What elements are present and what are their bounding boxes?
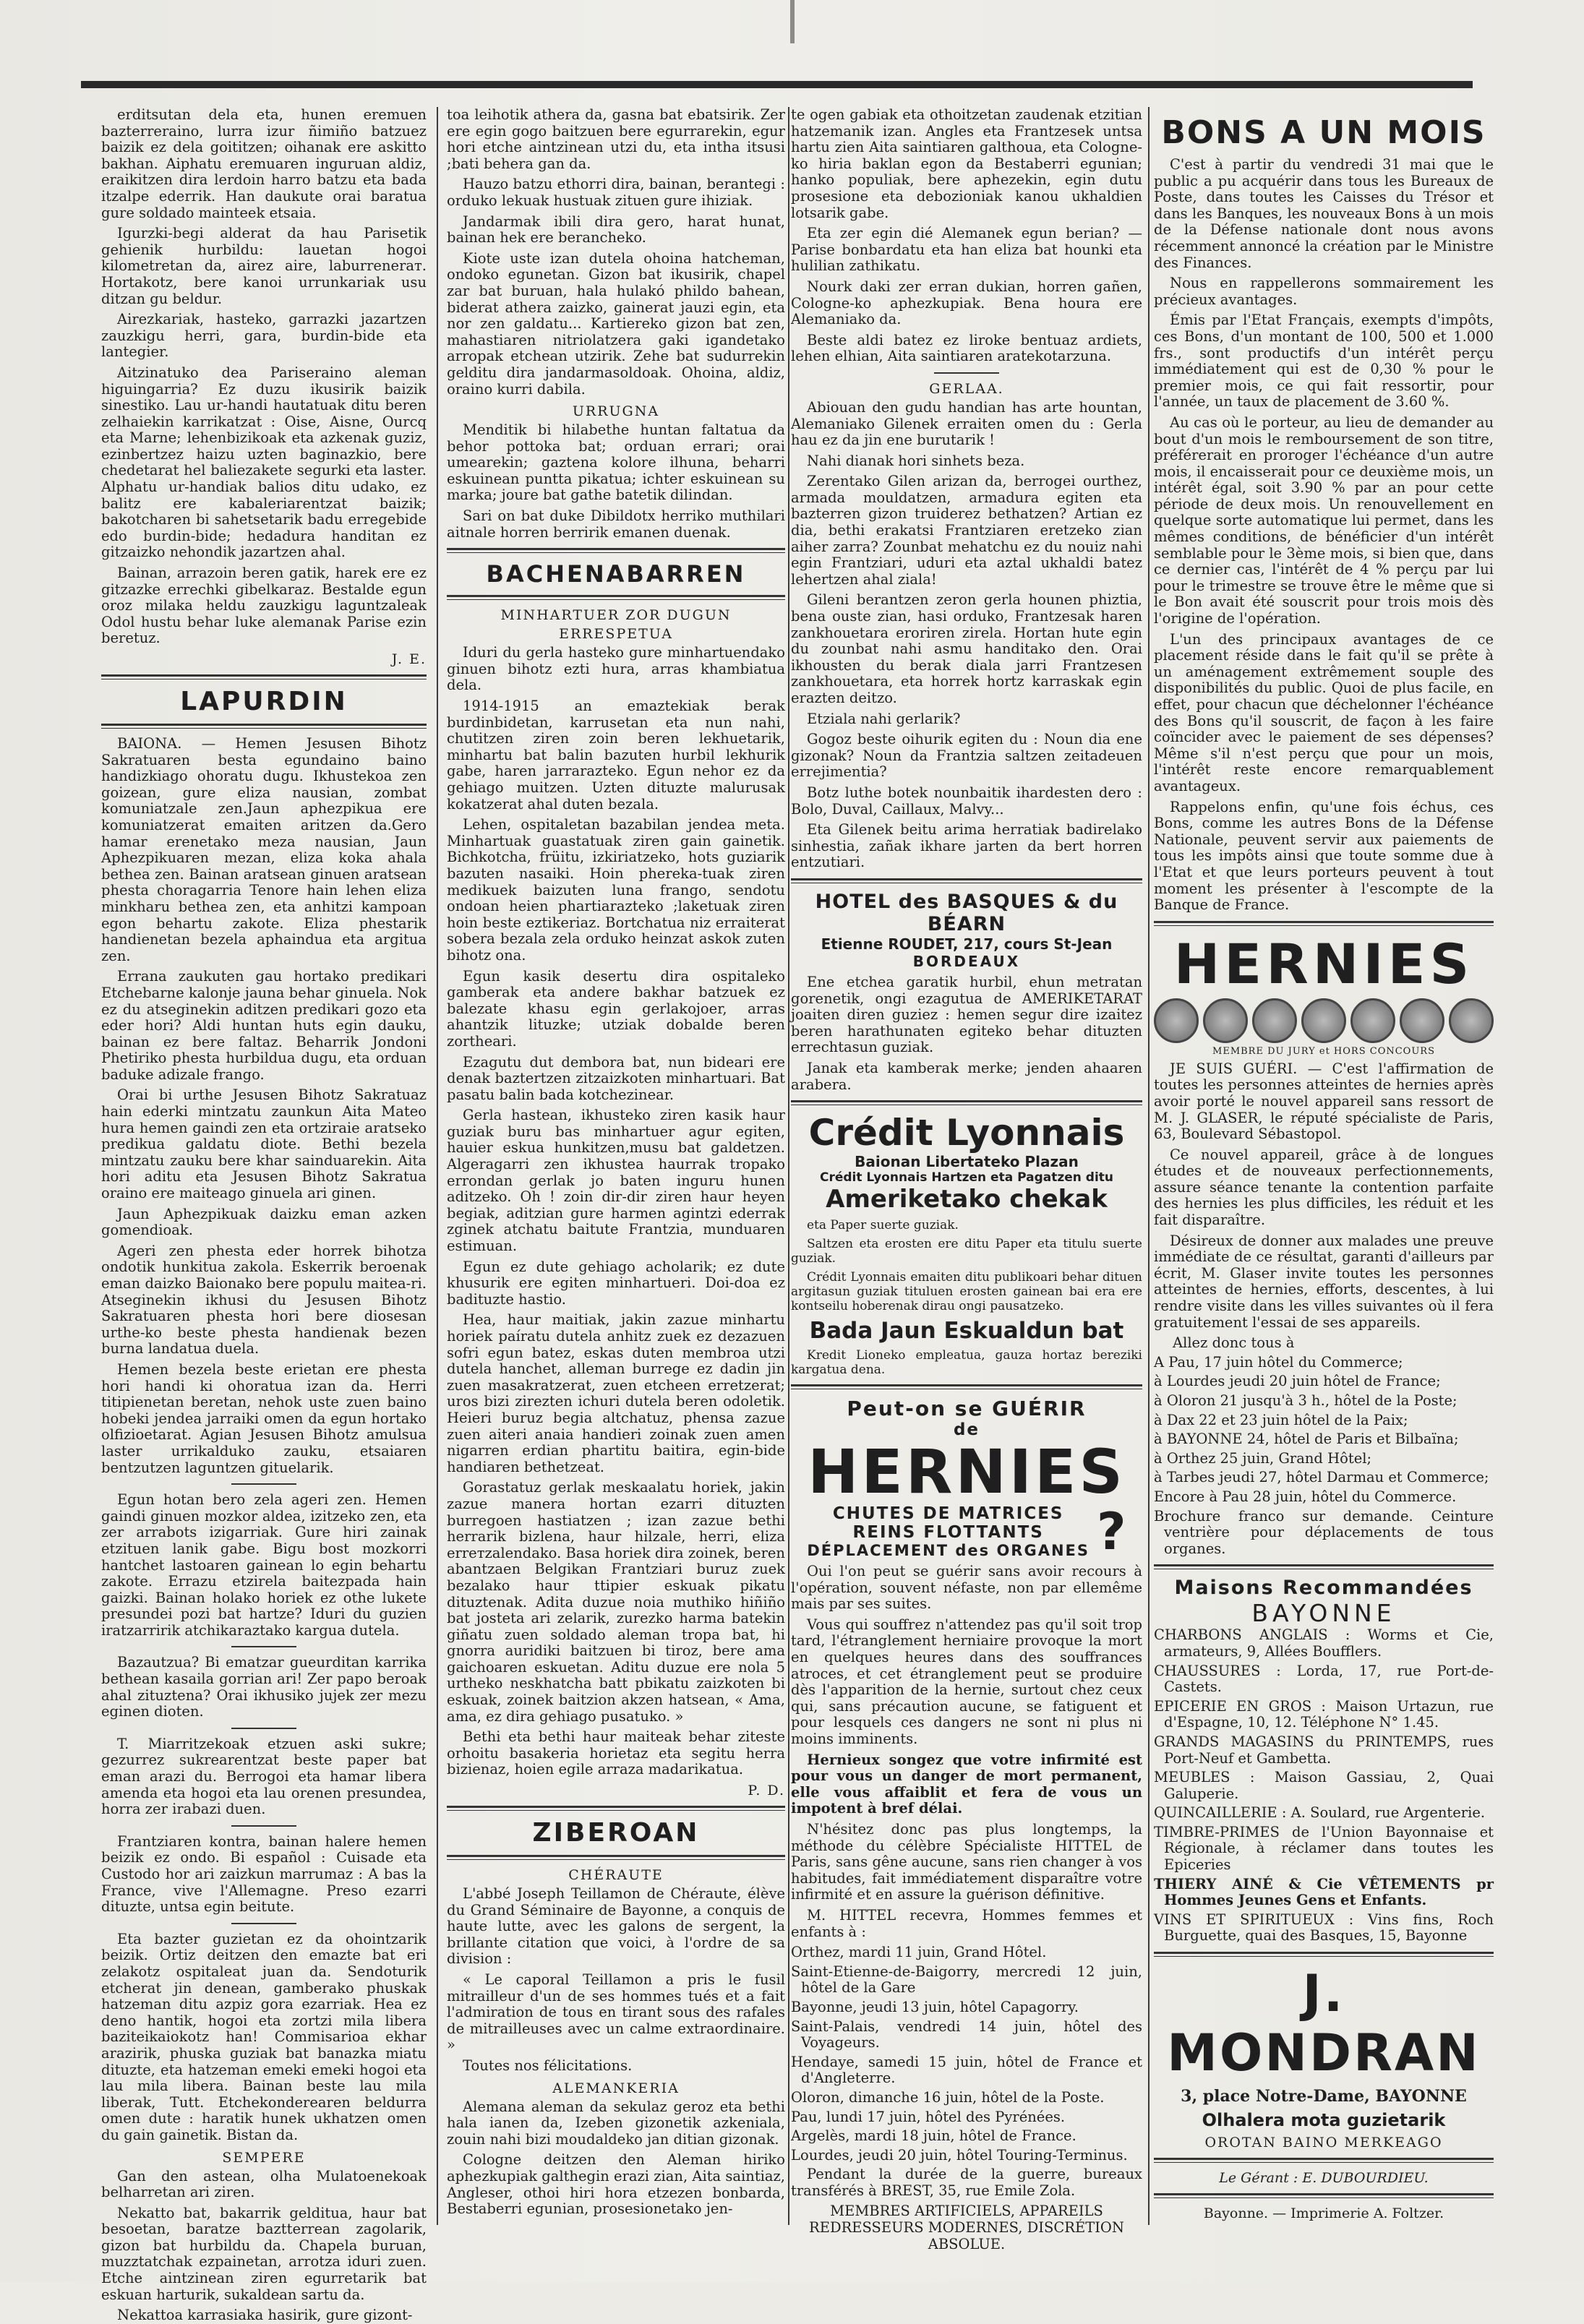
medal-icon — [1203, 998, 1248, 1043]
paragraph: Hernieux songez que votre infirmité est pour vous un danger de mort permanent, elle vous affaiblit et fera de vous un impotent à bref délai. — [791, 1751, 1142, 1817]
separator — [447, 1806, 785, 1811]
separator — [791, 1384, 1142, 1389]
column-1 — [101, 106, 427, 2324]
hotel-city: BORDEAUX — [912, 952, 1021, 970]
separator — [1154, 1564, 1494, 1569]
paragraph: Bazautzua? Bi ematzar gueurditan karrika bethean kasaila gorrian ari! Zer papo beroak ahal zituztena? Orai ikhusiko jujek zer mezu eginen dioten. — [101, 1654, 427, 1720]
paragraph: Egun hotan bero zela ageri zen. Hemen gaindi ginuen mozkor aldea, izitzeko zen, eta zer arrabots izigarriak. Gure hiri zainak etzituen lanik gabe. Bigu bost mozkorri hantchet lastoaren gainean lo egin behartu zakote. Errazu etzirela baitezpada hain gaizki. Bainan holako horiek ez othe lukete presundei pozi bat hartze? Iduri du guzien iratzarririk atchikaraztako kargua dutela. — [101, 1491, 427, 1639]
separator — [1154, 2193, 1494, 2198]
credit-sub: Baionan Libertateko Plazan — [855, 1153, 1079, 1171]
paragraph: Bainan, arrazoin beren gatik, harek ere ez gitzazke errechki gibelkaraz. Bestalde egun oroz milaka heldu zauzkigu laguntzaleak Odol hustu behar luke alemanak Parise ezin beretuz. — [101, 565, 427, 647]
ad-hotel — [791, 891, 1142, 970]
paragraph: Janak eta kamberak merke; jenden ahaaren arabera. — [791, 1059, 1142, 1093]
list-item: Orthez, mardi 11 juin, Grand Hôtel. — [791, 1944, 1047, 1961]
ad-hernies-hittel — [791, 1397, 1142, 1562]
list-item: Bayonne, jeudi 13 juin, hôtel Capagorry. — [791, 1998, 1079, 2015]
hotel-owner: Etienne ROUDET, 217, cours St-Jean — [821, 935, 1113, 953]
separator — [791, 878, 1142, 883]
mondran-line1: Olhalera mota guzietarik — [1202, 2110, 1446, 2131]
paragraph: C'est à partir du vendredi 31 mai que le public a pu acquérir dans tous les Bureaux de Poste, dans toutes les Caisses du Trésor et dans les Banques, les nouveaux Bons à un mois de la Défense nationale dont nous avons récemment annoncé la création par le Ministre des Finances. — [1154, 156, 1494, 271]
paragraph: Nourk daki zer erran dukian, horren gañen, Cologne-ko aphezkupiak. Bena houra ere Alemaniako da. — [791, 278, 1142, 328]
paragraph: N'hésitez donc pas plus longtemps, la méthode du célèbre Spécialiste HITTEL de Paris, sans gêne aucune, sans rien changer à vos habitudes, fait immédiatement disparaître votre infirmité et en assure la guérison définitive. — [791, 1821, 1142, 1903]
fold-mark — [790, 0, 795, 43]
short-rule — [231, 1646, 296, 1647]
hernies-title: HERNIES — [1173, 931, 1474, 996]
list-item: Lourdes, jeudi 20 juin, hôtel Touring-Terminus. — [791, 2146, 1128, 2164]
paragraph: Sari on bat duke Dibildotx herriko muthilari aitnale horren berririk emanen duenak. — [447, 507, 785, 541]
section-title-lapurdin: LAPURDIN — [180, 687, 348, 716]
list-item: Hendaye, samedi 15 juin, hôtel de France et d'Angleterre. — [791, 2053, 1142, 2087]
subhead-alemankeria: ALEMANKERIA — [552, 2080, 680, 2096]
credit-line: Crédit Lyonnais Hartzen eta Pagatzen ditu — [819, 1170, 1114, 1185]
paragraph: Crédit Lyonnais emaiten ditu publikoari behar dituen argitasun guziak tituluen erosten gainean bai era ere kontseilu hoberenak dirau ongi pausatzeko. — [791, 1270, 1142, 1314]
paragraph: Iduri du gerla hasteko gure minhartuendako ginuen bihotz ezti hura, arras khambiatua dela. — [447, 644, 785, 694]
peut-de: de — [953, 1420, 980, 1440]
reins: REINS FLOTTANTS — [852, 1523, 1044, 1543]
separator — [1154, 2158, 1494, 2163]
medal-icon — [1301, 998, 1346, 1043]
paragraph: MEMBRES ARTIFICIELS, APPAREILS REDRESSEURS MODERNES, DISCRÉTION ABSOLUE. — [809, 2203, 1124, 2252]
paragraph: Aitzinatuko dea Pariseraino aleman higuingarria? Ez duzu ikusirik baizik sinestiko. Lau ur-handi hautatuak ditu beren zelhaiekin karrikatzat : Oise, Aisne, Ourcq eta Marne; lehenbizikoak eta azkenak guziz, ezinbertzez haizu uzten baginazkio, bere chedetarat hel baliezakete segurki eta laster. Alphatu ur-handiak balios ditu udako, ez balitz ere kabaleriarentzat baizik; bakotcharen bi sahetsetarik badu erregebide edo burdin-bide; hedadura handitan ez gitzaizko nehondik jazartzen ahal. — [101, 364, 427, 561]
paragraph: erditsutan dela eta, hunen eremuen bazterreraino, lurra izur ñimiño batzuez baizik ez dela goititzen; oihanak ere askitto bakhan. Aiphatu eremuaren inguruan aldiz, eraikitzen dira lerdoin harro batzu eta bada itzalpe ederrik. Han daukute orai baratua gure soldado mainteek etsaia. — [101, 106, 427, 221]
subhead-gerlaa: GERLAA. — [929, 380, 1004, 397]
ad-credit-lyonnais — [791, 1112, 1142, 1214]
list-item: à Dax 22 et 23 juin hôtel de la Paix; — [1154, 1411, 1408, 1428]
paragraph: Toutes nos félicitations. — [463, 2057, 633, 2074]
paragraph: « Le caporal Teillamon a pris le fusil mitrailleur d'un de ses hommes tués et a fait l'admiration de tous en tirant sous des rafales de mitrailleuses avec un calme extraordinaire. » — [447, 1971, 785, 2054]
list-item: Brochure franco sur demande. Ceinture ventrière pour déplacements de tous organes. — [1154, 1507, 1494, 1557]
list-item: Pau, lundi 17 juin, hôtel des Pyrénées. — [791, 2108, 1066, 2125]
deplacement: DÉPLACEMENT des ORGANES — [807, 1542, 1090, 1560]
paragraph: Gogoz beste oihurik egiten du : Noun dia ene gizonak? Noun da Frantzia saltzen zeitadeuen errejimentia? — [791, 731, 1142, 781]
paragraph: Gan den astean, olha Mulatoenekoak belharretan ari ziren. — [101, 2167, 427, 2201]
column-rule-2 — [788, 107, 789, 2225]
bons-title: BONS A UN MOIS — [1161, 114, 1486, 151]
signature: J. E. — [391, 651, 427, 667]
paragraph: Nekatto bat, bakarrik gelditua, haur bat besoetan, baratze baztterrean zagolarik, gizon bat hurbildu da. Chapela buruan, muzztatchak ezpainetan, arrotza iduri zuen. Etche aintzinean ziren egurretarik bat eskuan harturik, sukaldean sartu da. — [101, 2204, 427, 2303]
paragraph: Gileni berantzen zeron gerla hounen phiztia, bena ouste zian, hasi orduko, Frantzesak haren zankhouetara eroriren zirela. Hortan hute egin du zounbat nahi asmu handitako den. Orai ikhousten du berak diala jarri Frantzesen zankhouetara, eta horrek hortz karraskak egin erazten deitzo. — [791, 591, 1142, 706]
paragraph: Lehen, ospitaletan bazabilan jendea meta. Minhartuak guastatuak ziren gain gainetik. Bichkotcha, früitu, izkiriatzeko, hots guziarik bazuten nasaiki. Hoin phereka-tuak ziren medikuek baizuten luna frango, sendotu ondoan heien phartiaraztеko ;laketuak ziren hoin beste eztikeriaz. Bortchatua niz erraiterat sobera bezala zela orduko heinzat askok zuten bihotz ona. — [447, 816, 785, 964]
ad-hernies-glaser — [1154, 933, 1494, 1057]
medal-icon — [1252, 998, 1297, 1043]
list-item: à Lourdes jeudi 20 juin hôtel de France; — [1154, 1373, 1441, 1390]
paragraph: toa leihotik athera da, gasna bat ebatsirik. Zer ere egin gogo baitzuen bere egurrarekin, egur hori etche aintzinean utzi du, eta intha itsusi ;bati behera gan da. — [447, 106, 785, 172]
paragraph: Jandarmak ibili dira gero, harat hunat, bainan hek ere berancheko. — [447, 213, 785, 246]
paragraph: Frantziaren kontra, bainan halere hemen beizik ez ondo. Bi español : Cuisade eta Custodo hor ari zaizkun marrumaz : A bas la France, vive l'Allemagne. Preso ezarri dituzte, untsa egin beitute. — [101, 1832, 427, 1916]
list-item: à Tarbes jeudi 27, hôtel Darmau et Commerce; — [1154, 1469, 1489, 1486]
medal-icon — [1449, 998, 1494, 1043]
medals-caption: MEMBRE DU JURY et HORS CONCOURS — [1212, 1045, 1435, 1057]
list-item: à Oloron 21 jusqu'à 3 h., hôtel de la Poste; — [1154, 1392, 1457, 1409]
paragraph: Etziala nahi gerlarik? — [807, 710, 961, 727]
mondran-title: J. MONDRAN — [1167, 1964, 1481, 2083]
separator — [101, 724, 427, 729]
paragraph: Gorastatuz gerlak meskaalatu horiek, jakin zazue manera hortan ezarri dituzten burregoen hastiatzen ; izan zazue bethi herrarik bizlena, haur hilzale, herri, eliza errетzalendako. Basa horiek dira zoinek, beren abantzaen Belgikan Frantziari buruz zuek bezalako haur ttipier eskuak pikatu dituztenak. Adita duzue noia muthiko hiñiño bat josteta ari zelarik, zurezko harma batekin giñatu zuen soldado aleman tropa bat, hi gnorra auridiki baitzuen bi tiroz, bere ama gaichoaren eskuetan. Aditu duzue ere nola 5 urtheko neskhatcha batt pbikatu zaizkoten bi eskuak, zoinek baitzion akzen hatsean, « Ama, ama, ez dira gehiago pusatuko. » — [447, 1479, 785, 1725]
separator — [101, 674, 427, 679]
mondran-address: 3, place Notre-Dame, BAYONNE — [1181, 2087, 1467, 2106]
column-4 — [1154, 107, 1494, 2247]
paragraph: Airezkariak, hasteko, garrazki jazartzen zauzkigu herri, gara, burdin-bide eta lantegier. — [101, 311, 427, 361]
bada-line: Bada Jaun Eskualdun bat — [809, 1318, 1124, 1345]
section-title-bachenabarren: BACHENABARREN — [486, 560, 746, 588]
separator — [447, 548, 785, 553]
separator — [447, 595, 785, 600]
paragraph: Kiote uste izan dutela ohoina hatcheman, ondoko egunetan. Gizon bat ikusirik, chapel zar bat buruan, hala hulakó phildo bahean, biderat athera zaizko, gainerat jauzi egin, eta nor zen galdatu... Kartiereko gizon bat zen, mahastiaren nitriolatzera gaki igandetako arropak etchean utzirik. Zehe bat sudurrekin gelditu dira jandarmasoldoak. Ohoina, aldiz, oraino kurri dabila. — [447, 249, 785, 398]
paragraph: L'un des principaux avantages de ce placement réside dans le fait qu'il se prête à un aménagement extrêmement souple des disponibilités du public. Quoi de plus facile, en effet, pour chacun que déchelonner l'échéance des Bons qu'il souscrit, de façon à les faire coïncider avec le paiement de ses dépenses? Même s'il n'est perçu que pour un mois, l'intérêt reste encore remarquablement avantageux. — [1154, 630, 1494, 794]
separator — [447, 1855, 785, 1860]
bayonne-title: BAYONNE — [1251, 1599, 1396, 1628]
paragraph: Émis par l'Etat Français, exempts d'impôts, ces Bons, d'un montant de 100, 500 et 1.000 frs., sont productifs d'un intérêt perçu immédiatement qui est de 0,30 % pour le premier mois, ce qui fait ressortir, pour l'année, un taux de placement de 3.60 %. — [1154, 312, 1494, 411]
question-mark: ? — [1097, 1502, 1126, 1562]
imprimerie: Bayonne. — Imprimerie A. Foltzer. — [1203, 2205, 1444, 2222]
paragraph: Kredit Lioneko emplеatua, gauza hortaz bereziki kargatua dena. — [791, 1348, 1142, 1378]
paragraph: 1914-1915 an emaztekiak berak burdinbidetan, karrusetan eta nun nahi, chutitzen ziren zoin beren lekhuetarik, minhartu bat balin bazuten hurbil lekhurik gabe, haren jarraraztеko. Egun nehor ez da gehiago muitzen. Uzten dituzte malurusak kokatzerat ahal duten bezala. — [447, 698, 785, 812]
mondran-line2: OROTAN BAINO MERKEAGO — [1204, 2135, 1443, 2151]
paragraph: te ogen gabiak eta othoitzetan zaudenak etzitian hatzemanik izan. Angles eta Frantzesek untsa hartu zien Aita saintiaren galthoua, eta Cologne-ko hiria baklan egon da Bestaberri egunian; hanko populiak, bere aphezekin, egin dutu prosesione eta debozioniak kanou ukhaldien lotsarik gabe. — [791, 106, 1142, 221]
paragraph: Hauzo batzu ethorri dira, bainan, berantegi : orduko lekuak hustuak zituen gure ihiziak. — [447, 176, 785, 209]
paragraph: L'abbé Joseph Teillamon de Chéraute, élève du Grand Séminaire de Bayonne, a conquis de haute lutte, avec les galons de sergent, la brillante citation que voici, à l'ordre de sa division : — [447, 1885, 785, 1968]
list-item: GRANDS MAGASINS du PRINTEMPS, rues Port-Neuf et Gambetta. — [1154, 1733, 1494, 1767]
list-item: Oloron, dimanche 16 juin, hôtel de la Poste. — [791, 2088, 1105, 2106]
short-rule — [231, 1483, 296, 1485]
paragraph: Alemana aleman da sekulaz geroz eta bethi hala ianen da, Izeben gizonetik azkeniala, zouin nahi bizi moudaldeko jan ditian gizonak. — [447, 2098, 785, 2148]
separator — [1154, 921, 1494, 926]
separator — [791, 1100, 1142, 1105]
paragraph: Nahi dianak hori sinhets beza. — [807, 452, 1025, 469]
paragraph: Eta bazter guzietan ez da ohointzarik beizik. Ortiz deitzen den emazte bat eri zelakotz ospitaleat juan da. Sendoturik etcherat jin denean, gamberako phuskak hatzeman ditu azpiz gora ezarriak. Hea ez deno hantik, hogoi eta zortzi mila libera baziteikaiokotz han! Commisarioa ekhar arazirik, phuska guziak bat banazka miatu dituzte, eta hatzeman emeki emeki hogoi eta lau mila libera. Bainan beste lau mila liberak, Tutt. Etchekonderearen beldurra omen dute : haratik hunek ukhatzen omen du gain gainetik. Bistan da. — [101, 1930, 427, 2143]
paragraph: Cologne deitzen den Aleman hiriko aphezkupiak galthegin erazi zian, Aita saintiaz, Angleser, othoi hiri hora etzezen bonbardа, Bestaberri egunian, prosesionetako jen- — [447, 2151, 785, 2218]
paragraph: Ezagutu dut dembora bat, nun bideari ere denak baztertzen zitzaizkoten minhartuari. Bat pasatu balin bada kotchezinear. — [447, 1053, 785, 1103]
short-rule — [231, 1923, 296, 1924]
ad-bada — [791, 1318, 1142, 1344]
paragraph: Beste aldi batez ez liroke bentuaz ardiets, lehen elhian, Aita saintiaren aratekotarzuna. — [791, 331, 1142, 365]
paragraph: Errana zaukuten gau hortako predikari Etchebarne kalonje jauna behar ginuela. Nok ez du atseginekin aditzen predikari gozo eta eder hori? Aldi huntan huts egin dauku, bainan ez bere faltaz. Beharrik Jondoni Phetiriko phesta hurbildua dugu, eta orduan baduke adizale frango. — [101, 968, 427, 1083]
gerant: Le Gérant : E. DUBOURDIEU. — [1219, 2170, 1429, 2187]
paragraph: Ce nouvel appareil, grâce à de longues études et de nouveaux perfectionnements, assure séance tenante la contention parfaite des hernies les plus difficiles, les réduit et les fait disparaître. — [1154, 1146, 1494, 1229]
list-item: QUINCAILLERIE : A. Soulard, rue Argenterie. — [1154, 1804, 1486, 1822]
paragraph: Nekattoa karrasiaka hasirik, gure gizont- — [117, 2307, 413, 2324]
section-title-ziberoan: ZIBEROAN — [532, 1818, 700, 1848]
subhead-sempere: SEMPERE — [222, 2149, 306, 2166]
list-item: Saint-Etienne-de-Baigorry, mercredi 12 juin, hôtel de la Gare — [791, 1963, 1142, 1997]
paragraph: Désireux de donner aux malades une preuve immédiate de ce résultat, garanti d'ailleurs par écrit, M. Glaser invite toutes les personnes atteintes de hernies, efforts, descentes, à lui rendre visite dans les villes suivantes où il fera gratuitement l'essai de ses appareils. — [1154, 1232, 1494, 1331]
list-item: A Pau, 17 juin hôtel du Commerce; — [1154, 1353, 1403, 1371]
list-item: MEUBLES : Maison Gassiau, 2, Quai Galuperie. — [1154, 1769, 1494, 1802]
short-rule — [231, 1728, 296, 1729]
list-item: Argelès, mardi 18 juin, hôtel de France. — [791, 2127, 1076, 2145]
paragraph: Egun ez dute gehiago acholarik; ez dute khusurik ere egiten minhartueri. Doi-doa ez badituzte hastio. — [447, 1258, 785, 1308]
paragraph: Egun kasik desertu dira ospitaleko gamberak eta andere bakhar batzuek ez balezate khasu egin gerlakojoer, arras ahantzik lituzke; utziak dobalde beren zortheari. — [447, 967, 785, 1050]
list-item: à Orthez 25 juin, Grand Hôtel; — [1154, 1449, 1372, 1467]
hernies-sub — [791, 1502, 1142, 1562]
peut-line: Peut-on se GUÉRIR — [847, 1397, 1087, 1421]
hernies-title: HERNIES — [808, 1436, 1126, 1508]
paragraph: Ageri zen phesta eder horrek bihotza ondotik hunkitua zakola. Eskerrik beroenak eman daizko Baionako bere populu maitea-ri. Atseginekin ikhusi du Jesusen Bihotz Sakratuaren phesta hori bere diosesan urthe-ko beste phesta handienak bezen burna landatua duela. — [101, 1242, 427, 1358]
separator — [1154, 1952, 1494, 1957]
paragraph: Saltzen eta erosten ere ditu Paper eta titulu suerte guziak. — [791, 1237, 1142, 1266]
list-item: VINS ET SPIRITUEUX : Vins fins, Roch Burguette, quai des Basques, 15, Bayonne — [1154, 1911, 1494, 1944]
article-title: MINHARTUER ZOR DUGUN — [500, 607, 732, 624]
paragraph: Orai bi urthe Jesusen Bihotz Sakratuaz hain ederki mintzatu zaunkun Aita Mateo hura hemen gaindi zen eta ortziraie aratseko predikua galdatu diote. Bethi bezela mintzatu zauku bere khar sainduarekin. Aita hori aditu eta Jesusen Bihotz Sakratua oraino ere maiteago ginuela ari ginen. — [101, 1086, 427, 1202]
paragraph: Botz luthe botek nounbaitik ihardesten dero : Bolo, Duval, Caillaux, Malvy... — [791, 784, 1142, 818]
paragraph: Nous en rappellerons sommairement les précieux avantages. — [1154, 275, 1494, 308]
medal-icon — [1154, 998, 1199, 1043]
list-item: TIMBRE-PRIMES de l'Union Bayonnaise et Régionale, à réclamer dans toutes les Epiceries — [1154, 1823, 1494, 1874]
paragraph: JE SUIS GUÉRI. — C'est l'affirmation de toutes les personnes atteintes de hernies après avoir porté le nouvel appareil sans ressort de M. J. GLASER, le réputé spécialiste de Paris, 63, Boulevard Sébastopol. — [1154, 1060, 1494, 1143]
column-rule-3 — [1148, 107, 1150, 2225]
list-item: Allez donc tous à — [1173, 1334, 1295, 1352]
paragraph: Hea, haur maitiak, jakin zazue minhartu horiek paíratu dutela anhitz zuek ez dezazuen sofri egun batez, eskas duten membroa utzi dutela hanchet, alleman burrege ez dadin jin zuen masakratzerat, zuen etcheen erretzerat; uros bizi zirezten ichuri dutela beren odoletik. Heieri buruz begia altchatuz, phensa zazue zuen aiteri anaia handieri zoinak zuen amen nigarren erdian phartitu baitira, egin-bide handiaren bethetzeat. — [447, 1311, 785, 1475]
paragraph: Hemen bezela beste erietan ere phesta hori handi ki ohoratua izan da. Herri titipienetan beretan, nehok uste zuen baino hobeki jendea jarraiki omen da egun hortako olfizioetarat. Agian Jesusen Bihotz amulsua laster urrikalduko zauku, etsaiaren bentzutzen laguntzen gituelarik. — [101, 1360, 427, 1476]
subhead-cheraute: CHÉRAUTE — [568, 1867, 664, 1884]
list-item: CHARBONS ANGLAIS : Worms et Cie, armateurs, 9, Allées Boufflers. — [1154, 1626, 1494, 1660]
signature: P. D. — [748, 1783, 785, 1799]
credit-title: Crédit Lyonnais — [808, 1112, 1125, 1154]
paragraph: Eta Gilenek beitu arima herratiak badirelako sinhestia, zañak ikhare jarten da bert horren entzutiari. — [791, 821, 1142, 871]
paragraph: eta Paper suerte guziak. — [807, 1218, 959, 1233]
paragraph: Rappelons enfin, qu'une fois échus, ces Bons, comme les autres Bons de la Défense Nationale, peuvent servir aux paiements de tous les impôts ainsi que toute somme due à l'Etat et que leurs porteurs peuvent à tout moment les présenter à l'escompte de la Banque de France. — [1154, 798, 1494, 914]
paragraph: Igurzki-begi alderat da hau Parisetik gehienik hurbildu: lauetan hogoi kilometretan da, airez aire, laburreneraт. Hortakotz, bere kanoi urrunkariak usu ditzan gu beldur. — [101, 225, 427, 307]
paragraph: Eta zer egin dié Alemanek egun berian? — Parise bonbardatu eta han eliza bat hounki eta hulilian zathikatu. — [791, 225, 1142, 275]
subhead-urrugna: URRUGNA — [572, 403, 660, 420]
paragraph: BAIONA. — Hemen Jesusen Bihotz Sakratuaren besta egundaino baino handizkiago ohoratu dugu. Ikhustekoa zen goizean, gure eliza nausian, zombat komuniatzale zen.Jaun aphezpikua ere komuniatzerat emaiten aritzen da.Gero hamar erenetako meza nausian, Jaun Aphezpikuaren mezan, eliza koka ahala bethea zen. Bainan aratsean ginuen aratsean phesta choragarria Tenore hain lehen eliza minkharu bethea zen, eta anhitzi kampoan egon behartu zakote. Eliza phestarik handienetan bezela aphaindua eta argitua zen. — [101, 735, 427, 964]
credit-amer: Ameriketako chekak — [826, 1185, 1108, 1214]
paragraph: T. Miarritzekoak etzuen aski sukre; gezurrez sukrearentzat beste paper bat eman arazi du. Berrogoi eta hamar libera amenda eta hogoi eta lau orenen presundea, horra zer irabazi duen. — [101, 1735, 427, 1818]
column-rule-1 — [437, 107, 438, 2225]
paragraph: Bethi eta bethi haur maitеak behar ziteste orhoitu basakeria horietaz eta segitu herra bizienaz, hoien egile arraza madarikatua. — [447, 1728, 785, 1778]
paragraph: Menditik bi hilabethe huntan faltatua da behor pottoka bat; orduan errari; orai umearekin; gaztena kolore ilhuna, beharri eskuinean puntta pikatua; ichter eskuinean su marka; joure bat gathe batetik dilindan. — [447, 421, 785, 504]
list-item: CHAUSSURES : Lorda, 17, rue Port-de-Castets. — [1154, 1662, 1494, 1696]
list-item: Encore à Pau 28 juin, hôtel du Commerce. — [1154, 1488, 1457, 1505]
medal-icon — [1400, 998, 1444, 1043]
column-3 — [791, 106, 1142, 2252]
paragraph: Au cas où le porteur, au lieu de demander au bout d'un mois le remboursement de son titre, préférerait en proroger l'échéance d'un autre mois, il encaisserait pour ce deuxième mois, un intérêt égal, soit 3.90 % par an pour cette période de deux mois. Un renouvellement en quelque sorte automatique lui permet, dans les mêmes conditions, de bénéficier d'un intérêt semblable pour le 3ème mois, si bien que, dans ce dernier cas, l'intérêt de 4 % perçu par lui pour le trimestre se trouve être le même que si le Bon avait été souscrit pour trois mois dès l'origine de l'opération. — [1154, 413, 1494, 627]
article-title: ERRESPETUA — [559, 626, 673, 643]
top-rule — [81, 81, 1473, 88]
paragraph: Ene etchea garatik hurbil, ehun metratan gorenetik, ongi ezagutua de AMERIKETARAT joaiten diren guziez : hemen segur dire izaitez beren harathunaten egiteko behar dituzten errechtasun guziak. — [791, 973, 1142, 1056]
medals — [1154, 998, 1494, 1043]
list-item: EPICERIE EN GROS : Maison Urtazun, rue d'Espagne, 10, 12. Téléphone N° 1.45. — [1154, 1697, 1494, 1731]
paragraph: M. HITTEL recevra, Hommes femmes et enfants à : — [791, 1906, 1142, 1940]
short-rule — [231, 1825, 296, 1827]
paragraph: Oui l'on peut se guérir sans avoir recours à l'opération, souvent néfaste, non par ellemême mais par ses suites. — [791, 1563, 1142, 1613]
list-item: THIERY AINÉ & Cie VÊTEMENTS pr Hommes Jeunes Gens et Enfants. — [1154, 1875, 1494, 1909]
paragraph: Abiouan den gudu handian has arte hountan, Alemaniako Gilenek erraiten omen du : Gerla hau ez da jin ene burutarik ! — [791, 398, 1142, 449]
paragraph: Vous qui souffrez n'attendez pas qu'il soit trop tard, l'étranglement herniaire provoque la mort en quelques heures dans des souffrances atroces, et cet étranglement peut se produire dès l'apparition de la hernie, surtout chez ceux qui, sans précaution aucune, se fatiguent et pour lesquels ces dangers ne sont ni plus ni moins imminents. — [791, 1616, 1142, 1748]
hotel-name: HOTEL des BASQUES & du BÉARN — [815, 890, 1118, 935]
paragraph: Pendant la durée de la guerre, bureaux transférés à BREST, 35, rue Emile Zola. — [791, 2166, 1142, 2199]
medal-icon — [1350, 998, 1395, 1043]
maisons-title: Maisons Recommandées — [1174, 1577, 1473, 1600]
list-item: Saint-Palais, vendredi 14 juin, hôtel des Voyageurs. — [791, 2018, 1142, 2051]
column-2 — [447, 107, 785, 2247]
list-item: à BAYONNE 24, hôtel de Paris et Bilbaïna; — [1154, 1431, 1459, 1448]
short-rule — [934, 372, 999, 374]
paragraph: Gerla hastean, ikhusteko ziren kasik haur guziak buru bas minhartuer agur egiten, hauier eskua hunkitzen,musu bat galdetzen. Algeragarri zen ikhustea haurrak tropako errondan gerlak jo baten inguru hunen aditzeko. Oh ! zoin dir-dir ziren haur heyen begiak, aditzian gure harmen agintzi ederrak zginek atchatu baitute Frantzia, munduaren estimuan. — [447, 1107, 785, 1255]
paragraph: Zerentako Gilen arizan da, berrogei ourthez, armada mouldatzen, armadura egiten eta bazterren gizon truiderez bethatzen? Artian ez dia, bethi erakatsi Frantziaren eretzeko zian aiher zarra? Zounbat mehatchu ez du nouiz nahi egin Frantziari, uduri eta aztal ukhaldi batez lehertzen ahal ziala! — [791, 473, 1142, 588]
paragraph: Jaun Aphezpikuak daizku eman azken gomendioak. — [101, 1205, 427, 1239]
chutes: CHUTES DE MATRICES — [832, 1504, 1064, 1524]
